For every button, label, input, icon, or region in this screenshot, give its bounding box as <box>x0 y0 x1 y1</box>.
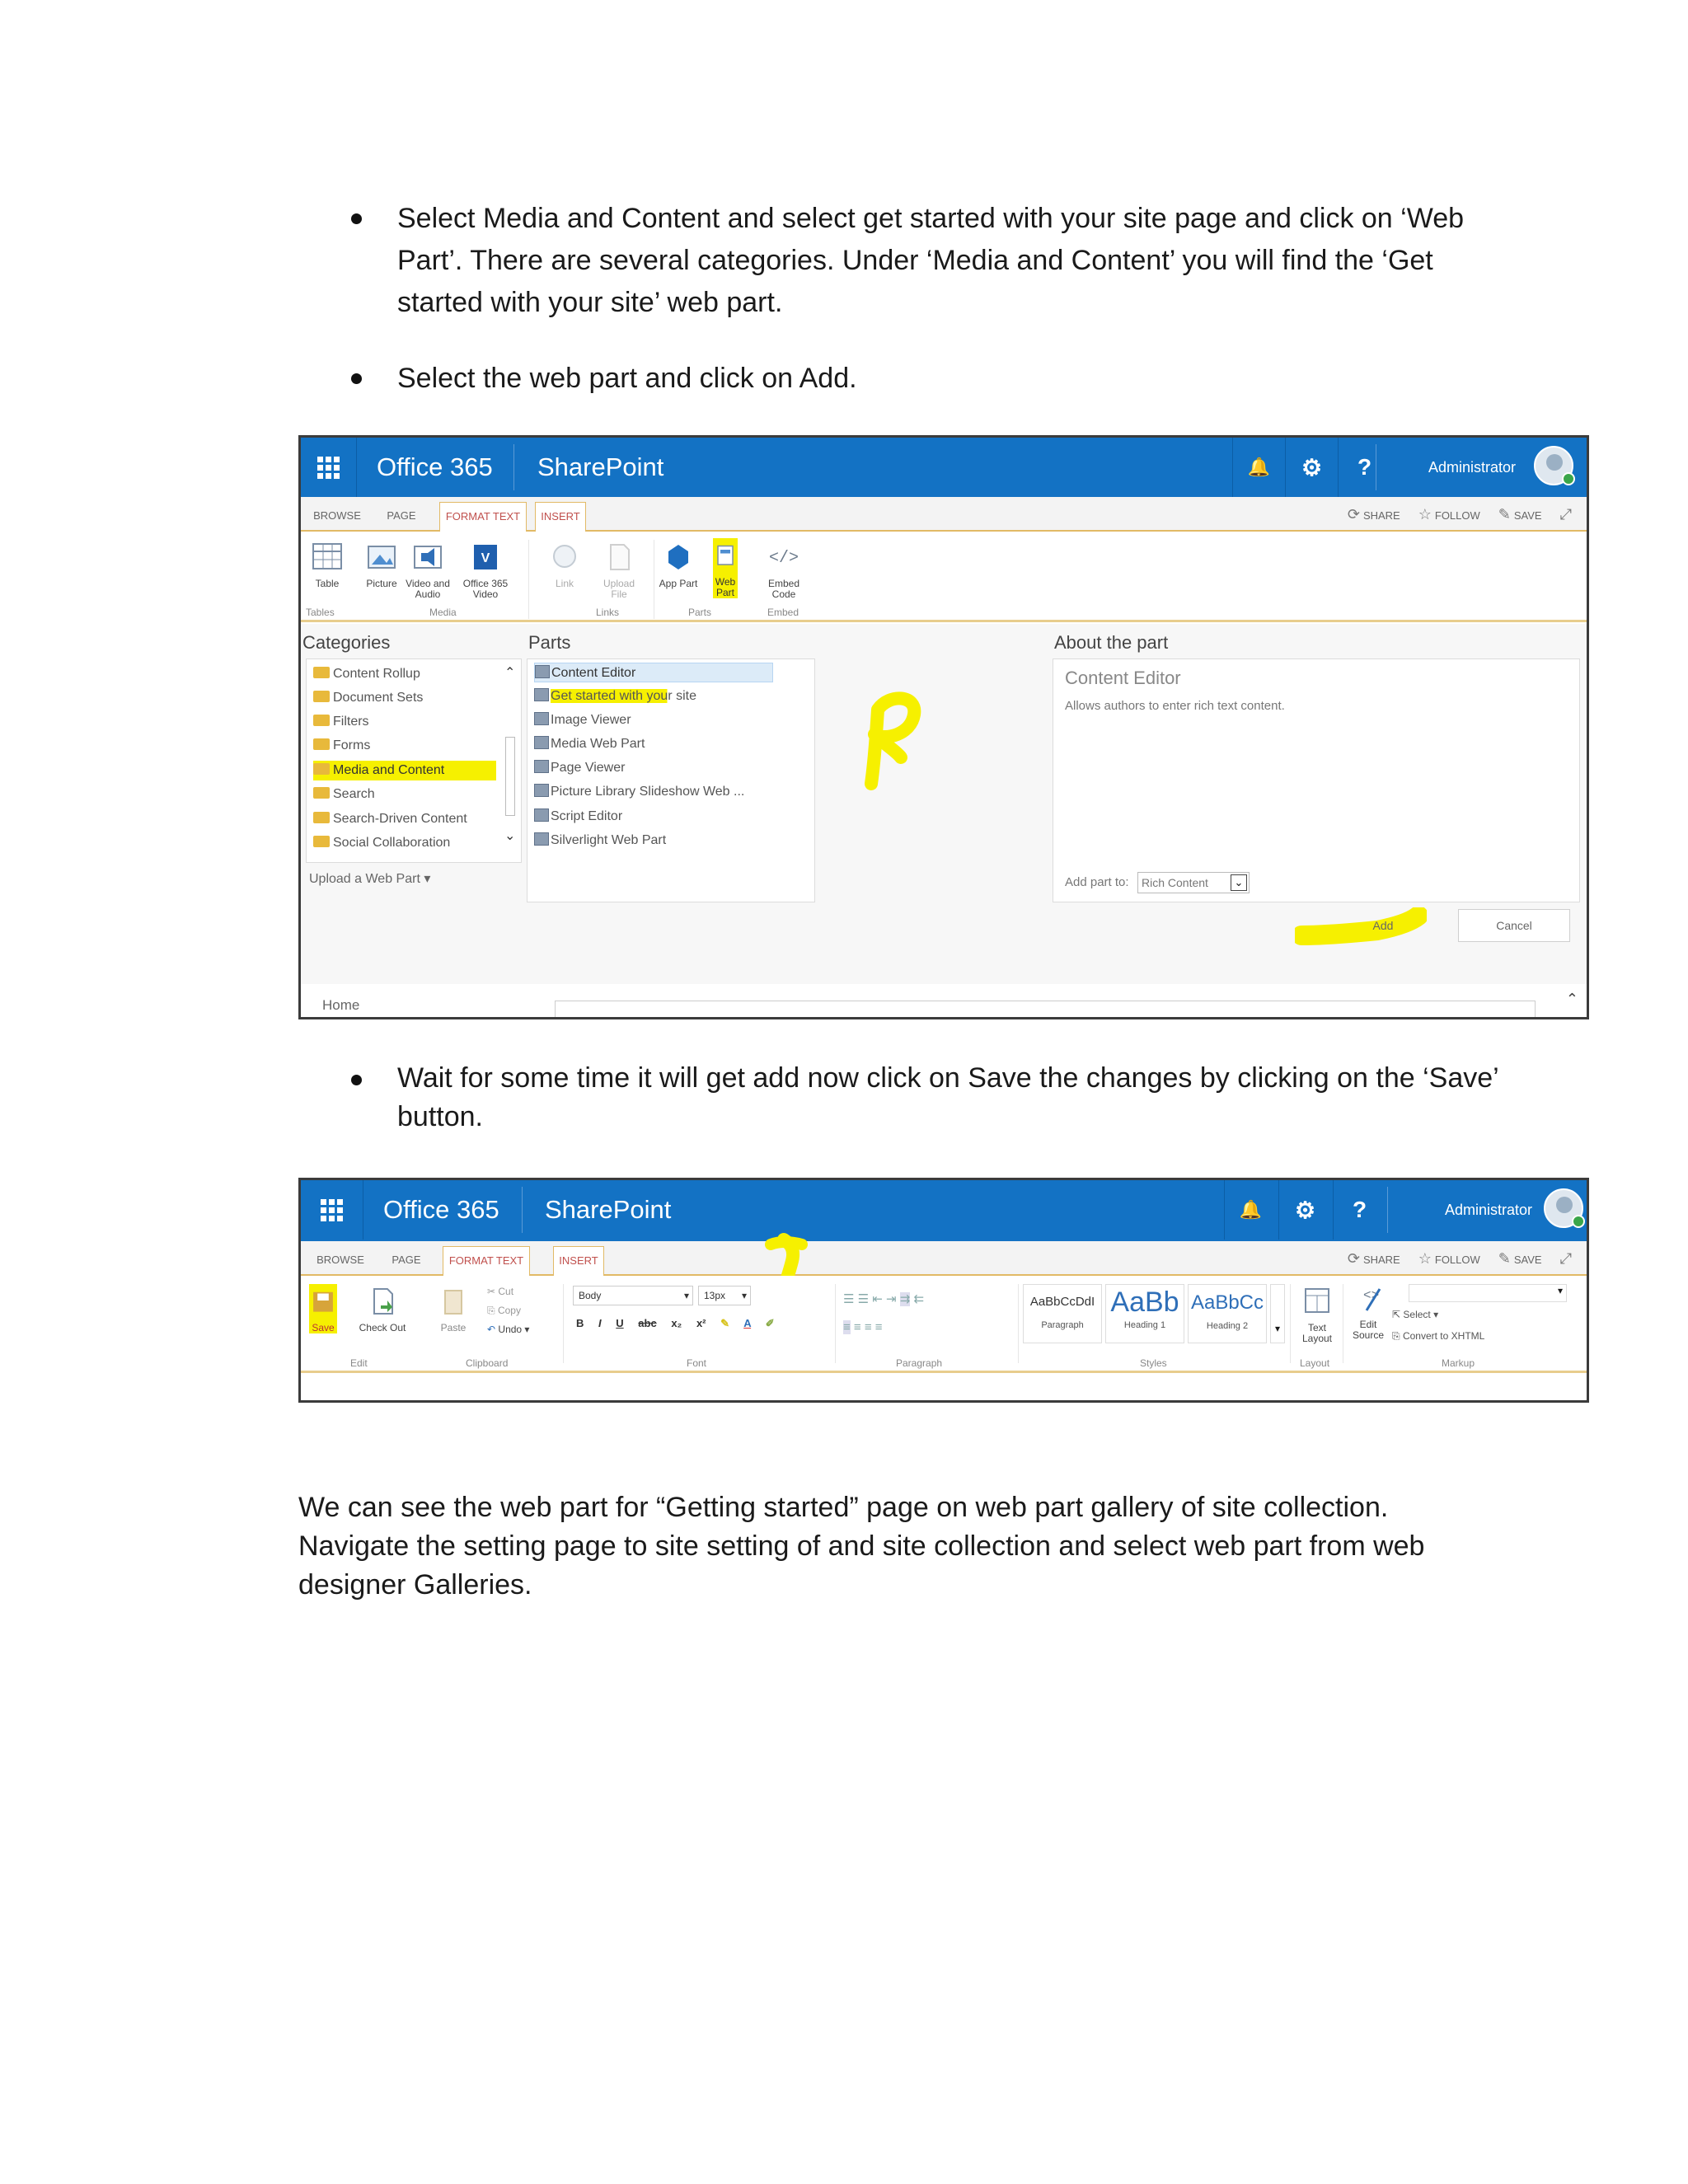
screenshot-format-text-ribbon <box>298 1178 1589 1403</box>
star-icon: ☆ <box>1418 1249 1432 1267</box>
part-item[interactable] <box>534 758 625 778</box>
help-icon[interactable] <box>1338 438 1390 497</box>
table-label: Table <box>315 578 340 589</box>
app-title[interactable]: SharePoint <box>537 452 664 481</box>
about-part-title: About the part <box>1054 632 1169 653</box>
category-label: Search <box>333 787 375 801</box>
font-size-select[interactable] <box>698 1286 751 1305</box>
follow-label: FOLLOW <box>1434 509 1480 522</box>
select-label: Select <box>1403 1309 1431 1320</box>
category-item[interactable] <box>313 664 420 684</box>
group-clipboard: Clipboard <box>466 1357 509 1369</box>
select-icon: ⇱ <box>1392 1309 1401 1320</box>
check-out-label: Check Out <box>359 1322 406 1333</box>
gear-icon[interactable] <box>1278 1180 1331 1240</box>
part-icon <box>534 712 549 725</box>
folder-icon <box>313 836 330 847</box>
group-embed: Embed <box>767 607 799 618</box>
video-audio-button[interactable] <box>405 540 451 600</box>
bell-icon[interactable] <box>1232 438 1285 497</box>
upload-file-button[interactable] <box>596 540 642 600</box>
svg-text:</>: </> <box>768 549 799 568</box>
web-part-picker <box>301 624 1587 987</box>
about-part-description: Allows authors to enter rich text content. <box>1065 699 1285 713</box>
undo-icon: ↶ <box>487 1324 496 1335</box>
format-text-ribbon <box>301 1276 1587 1373</box>
part-item[interactable] <box>534 782 744 802</box>
category-label: Content Rollup <box>333 667 420 681</box>
style-sample: AaBb <box>1110 1286 1179 1318</box>
office-video-button[interactable] <box>462 540 509 600</box>
save-page-button[interactable] <box>309 1284 337 1333</box>
link-icon <box>548 540 581 573</box>
cut-button[interactable]: ✂ Cut <box>487 1286 514 1297</box>
suite-bar <box>301 438 1587 497</box>
category-label: Media and Content <box>333 763 445 777</box>
ribbon-tab-row <box>301 1241 1587 1276</box>
bold-button[interactable]: B <box>576 1317 584 1329</box>
part-label: Get started with your site <box>551 689 696 703</box>
font-name-value: Body <box>579 1290 602 1301</box>
brand-title[interactable]: Office 365 <box>377 452 493 481</box>
cancel-label: Cancel <box>1496 919 1532 932</box>
follow-action[interactable] <box>1418 1250 1480 1268</box>
share-action[interactable] <box>1348 1250 1400 1268</box>
divider <box>1018 1284 1019 1363</box>
table-button[interactable] <box>304 540 350 589</box>
category-label: Filters <box>333 715 369 729</box>
strikethrough-button[interactable]: abc <box>638 1317 657 1329</box>
part-item[interactable] <box>534 710 631 730</box>
bullet-dot <box>351 373 362 384</box>
folder-icon <box>313 787 330 799</box>
chevron-down-icon: ⌄ <box>1231 874 1247 891</box>
tab-page[interactable]: PAGE <box>387 509 416 522</box>
font-size-value: 13px <box>704 1290 726 1301</box>
style-name: Paragraph <box>1041 1320 1084 1330</box>
save-action[interactable] <box>1498 506 1542 523</box>
category-label: Document Sets <box>333 691 424 705</box>
cut-label: Cut <box>498 1286 514 1297</box>
category-item[interactable] <box>313 833 450 853</box>
link-button[interactable] <box>542 540 588 589</box>
category-label: Social Collaboration <box>333 836 451 850</box>
bell-glyph: 🔔 <box>1247 457 1271 477</box>
web-part-label: Web Part <box>715 576 736 598</box>
office-video-icon <box>469 540 502 573</box>
add-part-select[interactable] <box>1137 872 1250 893</box>
subscript-button[interactable]: x₂ <box>671 1317 682 1329</box>
text-layout-button[interactable] <box>1295 1284 1339 1344</box>
part-icon <box>534 688 549 701</box>
help-icon[interactable] <box>1333 1180 1386 1240</box>
link-label: Link <box>555 578 574 589</box>
tab-format-text[interactable]: FORMAT TEXT <box>443 1246 530 1276</box>
divider <box>563 1284 564 1363</box>
scrollbar[interactable] <box>501 663 519 859</box>
category-item-selected[interactable] <box>313 761 496 780</box>
category-label: Forms <box>333 738 371 752</box>
underline-button[interactable]: U <box>616 1317 624 1329</box>
share-label: SHARE <box>1362 509 1400 522</box>
insert-ribbon <box>301 532 1587 622</box>
check-out-button[interactable] <box>354 1284 411 1333</box>
video-icon <box>411 540 444 573</box>
part-label: Silverlight Web Part <box>551 833 667 847</box>
style-name: Heading 1 <box>1123 1320 1166 1330</box>
web-part-button[interactable] <box>713 538 738 598</box>
tab-browse[interactable]: BROWSE <box>313 509 361 522</box>
app-launcher-icon[interactable] <box>301 1180 363 1240</box>
category-item[interactable] <box>313 712 369 732</box>
part-icon <box>534 808 549 822</box>
category-item[interactable] <box>313 736 370 756</box>
part-icon <box>535 665 550 678</box>
highlighter-scribble <box>853 687 927 802</box>
category-item[interactable] <box>313 785 375 804</box>
categories-list <box>306 658 522 863</box>
help-glyph: ? <box>1357 454 1372 480</box>
content-editor-area[interactable] <box>555 1001 1536 1019</box>
edit-source-icon <box>1352 1281 1385 1314</box>
chevron-down-icon: ▾ <box>683 1290 689 1301</box>
divider <box>1290 1284 1291 1363</box>
folder-icon <box>313 738 330 750</box>
upload-web-part-label: Upload a Web Part <box>309 872 420 886</box>
divider <box>513 444 514 490</box>
cancel-button[interactable] <box>1458 909 1570 942</box>
upload-icon <box>603 540 635 573</box>
picture-label: Picture <box>366 578 397 589</box>
highlight-color-button[interactable]: ✎ <box>720 1317 730 1329</box>
star-icon: ☆ <box>1418 505 1432 523</box>
clipboard-small-buttons <box>487 1282 529 1339</box>
group-layout: Layout <box>1300 1357 1330 1369</box>
embed-code-button[interactable] <box>761 540 807 600</box>
fullscreen-icon[interactable]: ⤢ <box>1559 1249 1572 1267</box>
group-font: Font <box>687 1357 707 1369</box>
app-part-label: App Part <box>659 578 698 589</box>
gear-glyph: ⚙ <box>1301 454 1323 480</box>
add-part-value: Rich Content <box>1142 876 1208 889</box>
save-action[interactable] <box>1498 1250 1542 1268</box>
group-edit: Edit <box>350 1357 368 1369</box>
folder-icon <box>313 691 330 702</box>
check-out-icon <box>366 1284 399 1317</box>
help-glyph: ? <box>1352 1197 1367 1222</box>
clear-format-button[interactable]: ✐ <box>765 1317 775 1329</box>
video-audio-label: Video and Audio <box>406 578 450 600</box>
divider <box>522 1187 523 1233</box>
bullet-paragraph-3: Wait for some time it will get add now click on Save the changes by clicking on the ‘Save’ button. <box>397 1062 1498 1132</box>
about-part-name: Content Editor <box>1065 668 1181 688</box>
parts-title: Parts <box>528 632 571 653</box>
chevron-up-icon[interactable]: ⌃ <box>504 666 516 680</box>
part-item[interactable] <box>534 831 666 851</box>
tab-format-text[interactable]: FORMAT TEXT <box>439 502 527 532</box>
paste-label: Paste <box>440 1322 467 1333</box>
part-icon <box>534 760 549 773</box>
part-label: Content Editor <box>551 666 636 680</box>
app-part-button[interactable] <box>655 540 701 589</box>
part-item[interactable] <box>534 807 622 827</box>
part-item-selected[interactable] <box>534 663 773 682</box>
upload-web-part-link[interactable]: Upload a Web Part ▾ <box>309 872 431 886</box>
bell-icon[interactable] <box>1224 1180 1277 1240</box>
copy-button[interactable]: ⎘ Copy <box>487 1305 521 1316</box>
style-name: Heading 2 <box>1206 1321 1249 1331</box>
tab-browse[interactable]: BROWSE <box>316 1254 364 1266</box>
style-heading-2[interactable] <box>1188 1284 1267 1343</box>
tab-insert[interactable]: INSERT <box>535 502 586 532</box>
app-part-icon <box>662 540 695 573</box>
share-icon: ⟳ <box>1347 1249 1360 1267</box>
bullet-paragraph-1: Select Media and Content and select get started with your site page and click on ‘Web Part’. There are several categories. Under ‘Media and Content’ you will find the ‘Get started with your site’ web part. <box>397 203 1465 318</box>
undo-button[interactable]: ↶ Undo ▾ <box>487 1324 530 1335</box>
category-label: Search-Driven Content <box>333 812 467 826</box>
part-label: Media Web Part <box>551 737 645 751</box>
page-footer <box>301 984 1587 1017</box>
part-label: Script Editor <box>551 809 623 823</box>
convert-label: Convert to XHTML <box>1402 1330 1485 1342</box>
group-paragraph: Paragraph <box>896 1357 943 1369</box>
page-actions <box>1348 497 1575 532</box>
user-name[interactable]: Administrator <box>1428 459 1516 476</box>
bullet-dot <box>351 1075 362 1085</box>
folder-icon <box>313 715 330 726</box>
chevron-up-icon[interactable]: ⌃ <box>1565 991 1578 1007</box>
part-icon <box>534 736 549 749</box>
style-sample: AaBbCc <box>1190 1291 1264 1314</box>
part-icon <box>534 832 549 846</box>
folder-icon <box>313 667 330 678</box>
divider <box>835 1284 836 1363</box>
group-styles: Styles <box>1140 1357 1167 1369</box>
group-media: Media <box>429 607 457 618</box>
folder-icon <box>313 763 330 775</box>
share-action[interactable] <box>1348 506 1400 523</box>
convert-xhtml-button[interactable] <box>1392 1330 1484 1343</box>
web-part-icon <box>713 538 738 571</box>
suite-bar <box>301 1180 1587 1241</box>
scroll-thumb[interactable] <box>505 737 515 816</box>
chevron-down-icon: ▾ <box>741 1290 747 1301</box>
folder-icon <box>313 812 330 823</box>
picture-button[interactable] <box>359 540 405 589</box>
svg-text:<>: <> <box>1363 1288 1380 1303</box>
categories-title: Categories <box>302 632 391 653</box>
about-part-panel <box>1053 658 1580 902</box>
home-link[interactable]: Home <box>322 997 360 1013</box>
follow-action[interactable] <box>1418 506 1480 523</box>
italic-button[interactable]: I <box>598 1317 602 1329</box>
share-label: SHARE <box>1362 1253 1400 1266</box>
group-links: Links <box>596 607 620 618</box>
parts-list <box>527 658 815 902</box>
text-layout-label: Text Layout <box>1301 1322 1333 1344</box>
save-label: SAVE <box>1513 509 1542 522</box>
svg-text:V: V <box>481 551 490 565</box>
text-layout-icon <box>1301 1284 1334 1317</box>
bullet-paragraph-2: Select the web part and click on Add. <box>397 363 857 394</box>
styles-scroll[interactable]: ▾ <box>1270 1284 1285 1343</box>
copy-label: Copy <box>497 1305 521 1316</box>
align-left-button[interactable]: ≡ <box>843 1320 851 1334</box>
part-label: Page Viewer <box>551 761 626 775</box>
gear-icon[interactable] <box>1285 438 1338 497</box>
ribbon-tab-row <box>301 497 1587 532</box>
paste-icon <box>437 1284 470 1317</box>
bullet-dot <box>351 213 362 224</box>
embed-code-label: Embed Code <box>767 578 800 600</box>
category-item[interactable] <box>313 809 467 829</box>
save-label: Save <box>312 1322 335 1333</box>
font-color-button[interactable]: A <box>743 1317 752 1329</box>
markup-select-dropdown[interactable]: ▾ <box>1409 1284 1567 1302</box>
save-icon: ✎ <box>1498 505 1511 523</box>
save-icon <box>309 1284 337 1317</box>
list-buttons[interactable]: ☰ ☰ ⇤ ⇥ ⇉ ⇇ <box>843 1292 925 1306</box>
group-tables: Tables <box>306 607 335 618</box>
follow-label: FOLLOW <box>1434 1253 1480 1266</box>
app-launcher-icon[interactable] <box>301 438 357 497</box>
page-actions <box>1348 1241 1575 1276</box>
save-icon: ✎ <box>1498 1249 1511 1267</box>
superscript-button[interactable]: x² <box>696 1317 706 1329</box>
undo-label: Undo <box>498 1324 523 1335</box>
fullscreen-icon[interactable]: ⤢ <box>1559 505 1572 523</box>
gear-glyph: ⚙ <box>1294 1197 1316 1223</box>
avatar[interactable] <box>1534 446 1573 485</box>
style-sample: AaBbCcDdI <box>1029 1295 1095 1309</box>
tab-insert[interactable]: INSERT <box>553 1246 604 1276</box>
brand-title[interactable]: Office 365 <box>383 1195 499 1224</box>
upload-file-label: Upload File <box>603 578 635 600</box>
office-video-label: Office 365 Video <box>462 578 509 600</box>
bell-glyph: 🔔 <box>1239 1199 1263 1220</box>
markup-select-button[interactable]: ⇱ Select ▾ <box>1392 1309 1439 1320</box>
ltr-button[interactable]: ⇉ <box>899 1292 911 1306</box>
tab-page[interactable]: PAGE <box>392 1254 421 1266</box>
share-icon: ⟳ <box>1347 505 1360 523</box>
convert-icon: ⎘ <box>1392 1330 1400 1342</box>
font-name-select[interactable] <box>573 1286 693 1305</box>
add-label: Add <box>1372 919 1394 932</box>
style-paragraph[interactable] <box>1023 1284 1102 1343</box>
part-item[interactable] <box>534 687 696 706</box>
embed-icon <box>767 540 800 573</box>
add-button[interactable] <box>1329 909 1437 942</box>
closing-paragraph: We can see the web part for “Getting started” page on web part gallery of site collection. Navigate the setting page to site setting of and site collection and select web part from web designer Galleries. <box>298 1492 1425 1601</box>
screenshot-web-part-picker <box>298 435 1589 1019</box>
paste-button[interactable] <box>433 1284 474 1333</box>
table-icon <box>311 540 344 573</box>
alignment-buttons[interactable]: ≡ ≡ ≡ ≡ <box>843 1320 883 1334</box>
divider <box>1387 1187 1388 1233</box>
group-parts: Parts <box>688 607 712 618</box>
font-format-buttons <box>576 1317 775 1330</box>
chevron-down-icon[interactable]: ⌄ <box>504 829 516 843</box>
category-item[interactable] <box>313 688 423 708</box>
edit-source-label: Edit Source <box>1352 1319 1385 1341</box>
part-item[interactable] <box>534 734 645 754</box>
style-heading-1[interactable] <box>1105 1284 1184 1343</box>
group-markup: Markup <box>1442 1357 1475 1369</box>
part-label: Image Viewer <box>551 713 631 727</box>
paragraph-buttons <box>843 1286 1008 1342</box>
app-title[interactable]: SharePoint <box>545 1195 672 1224</box>
edit-source-button[interactable] <box>1348 1281 1389 1341</box>
add-part-label: Add part to: <box>1065 875 1129 889</box>
avatar[interactable] <box>1544 1188 1583 1228</box>
user-name[interactable]: Administrator <box>1444 1202 1532 1218</box>
divider <box>528 540 529 619</box>
save-label: SAVE <box>1513 1253 1542 1266</box>
part-label: Picture Library Slideshow Web ... <box>551 785 745 799</box>
picture-icon <box>365 540 398 573</box>
part-icon <box>534 784 549 797</box>
